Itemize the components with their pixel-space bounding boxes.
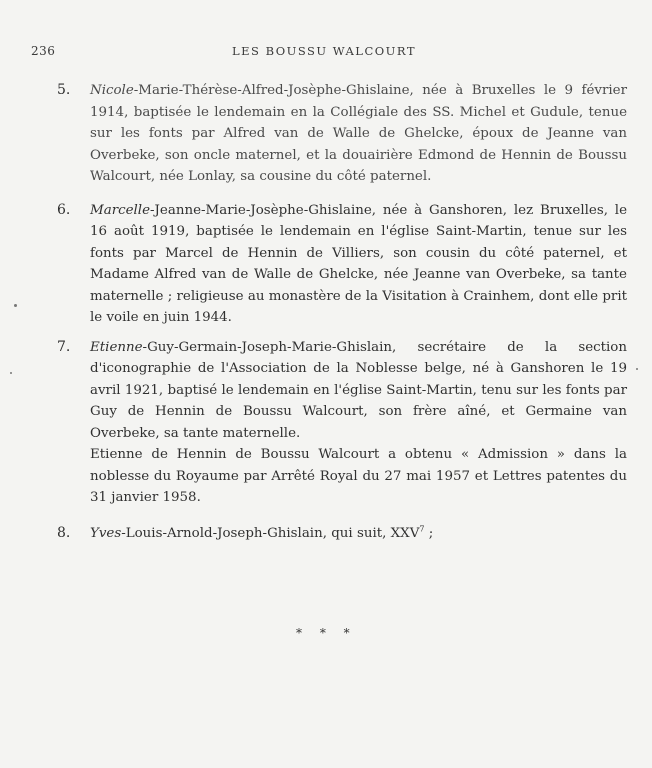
section-separator: * * * bbox=[296, 626, 357, 640]
paper-speck bbox=[10, 372, 12, 374]
entry-number: 5. bbox=[57, 82, 71, 98]
entry-text bbox=[90, 523, 627, 545]
page-number: 236 bbox=[31, 44, 56, 58]
entry-body-end: ; bbox=[424, 525, 434, 541]
entry-body: -Guy-Germain-Joseph-Marie-Ghislain, secrétaire de la section d'iconographie de l'Association de la Noblesse belge, né à Ganshoren le 19 avril 1921, baptisé le lendemain en l'église Saint-Martin, tenu sur les fonts par Guy de Hennin de Boussu Walcourt, son frère aîné, et Germaine van Overbeke, sa tante maternelle. bbox=[90, 339, 627, 441]
entry-body: -Jeanne-Marie-Josèphe-Ghislaine, née à Ganshoren, lez Bruxelles, le 16 août 1919, baptisée le lendemain en l'église Saint-Martin, tenue sur les fonts par Marcel de Hennin de Villiers, son cousin du côté paternel, et Madame Alfred van de Walle de Ghelcke, née Jeanne van Overbeke, sa tante maternelle ; religieuse au monastère de la Visitation à Crainhem, dont elle prit le voile en juin 1944. bbox=[90, 202, 627, 325]
paper-speck bbox=[14, 304, 17, 307]
entry-7 bbox=[57, 337, 627, 509]
entry-note: Etienne de Hennin de Boussu Walcourt a obtenu « Admission » dans la noblesse du Royaume par Arrêté Royal du 27 mai 1957 et Lettres patentes du 31 janvier 1958. bbox=[90, 447, 627, 505]
entry-text bbox=[90, 200, 627, 329]
entry-text bbox=[90, 80, 627, 188]
given-name: Nicole bbox=[90, 83, 134, 98]
entry-5 bbox=[57, 80, 627, 188]
entry-number: 8. bbox=[57, 524, 71, 541]
entry-6 bbox=[57, 200, 627, 329]
given-name: Etienne bbox=[90, 339, 143, 355]
entry-number: 7. bbox=[57, 338, 71, 355]
paper-speck bbox=[636, 368, 638, 370]
entry-8 bbox=[57, 523, 627, 545]
genealogy-entries bbox=[57, 80, 627, 556]
given-name: Marcelle bbox=[90, 202, 151, 218]
given-name: Yves bbox=[90, 525, 122, 541]
generation-superscript: 7 bbox=[419, 524, 425, 534]
entry-body: -Marie-Thérèse-Alfred-Josèphe-Ghislaine, née à Bruxelles le 9 février 1914, baptisée le lendemain en la Collégiale des SS. Michel et Gudule, tenue sur les fonts par Alfred van de Walle de Ghelcke, époux de Jeanne van Overbeke, son oncle maternel, et la douairière Edmond de Hennin de Boussu Walcourt, née Lonlay, sa cousine du côté paternel. bbox=[90, 83, 627, 184]
entry-body: -Louis-Arnold-Joseph-Ghislain, qui suit, XXV bbox=[121, 525, 420, 541]
entry-number: 6. bbox=[57, 201, 71, 218]
running-head: LES BOUSSU WALCOURT bbox=[232, 44, 416, 58]
entry-text bbox=[90, 337, 627, 445]
